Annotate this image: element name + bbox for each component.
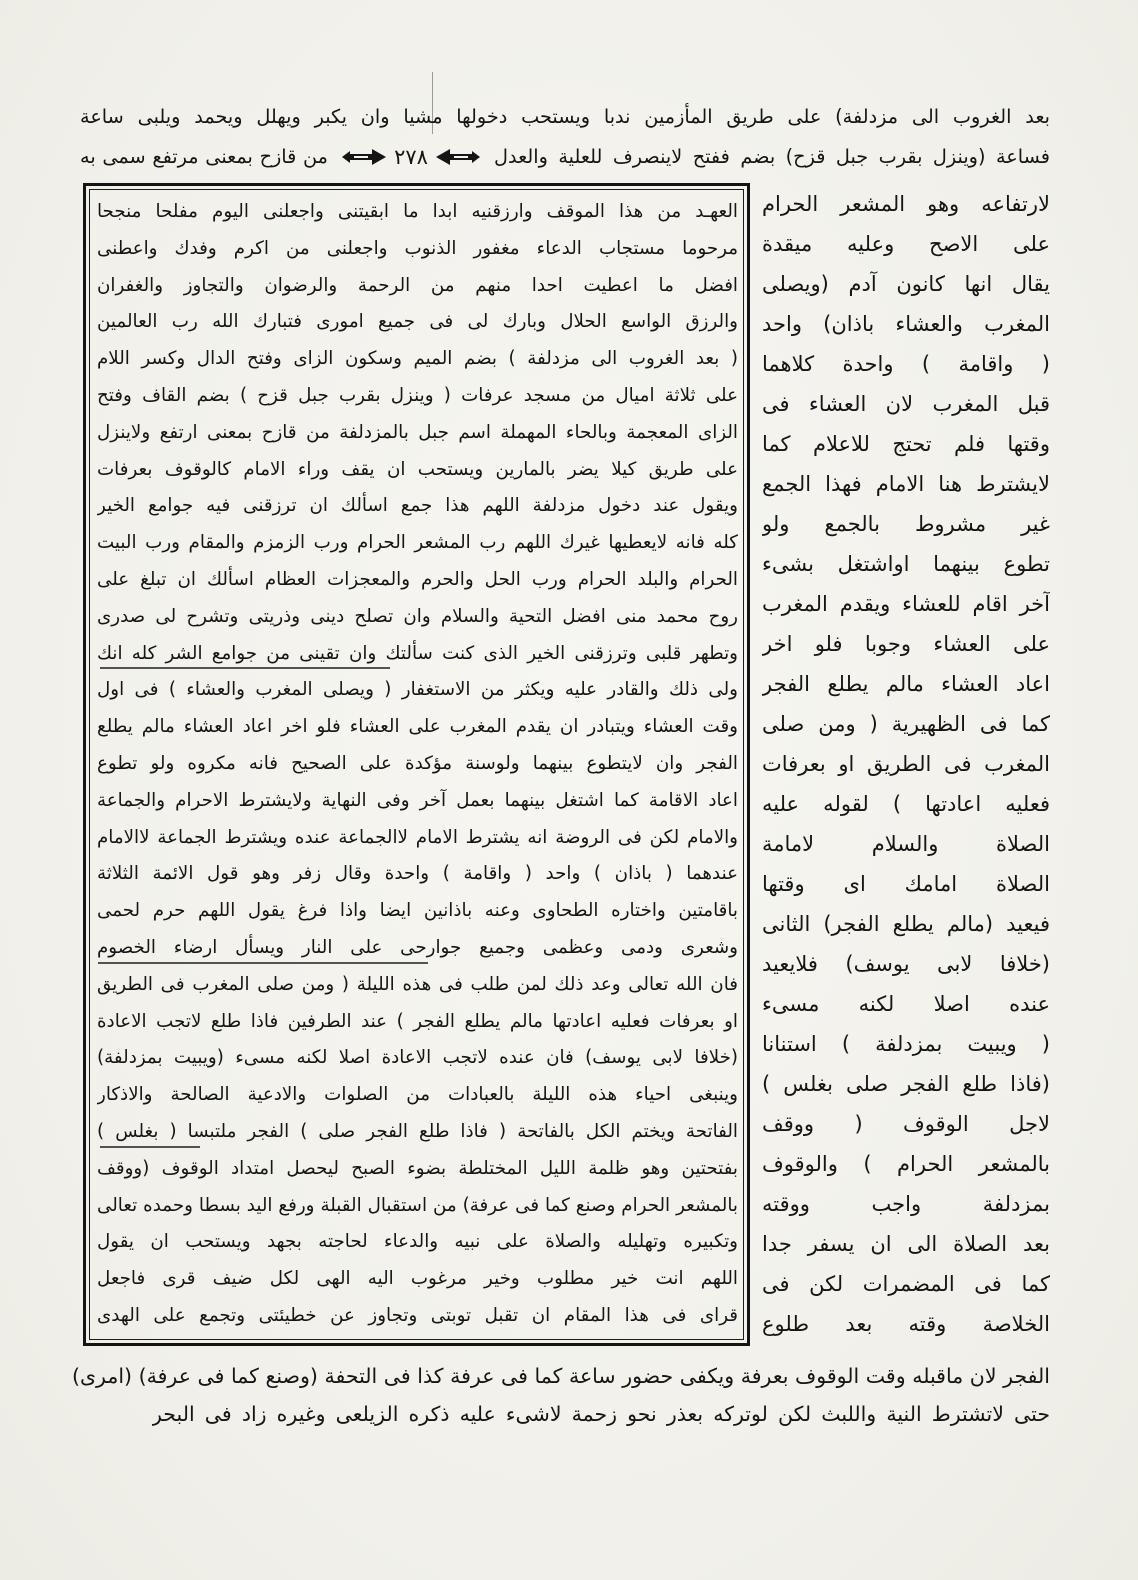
pen-underline — [100, 1146, 200, 1148]
main-text-line: على ثلاثة اميال من مسجد عرفات ( وينزل بقرب جبل قزح ) بضم القاف وفتح — [97, 384, 738, 406]
margin-text-line: على الاصح وعليه ميقدة — [762, 232, 1050, 256]
main-text-line: باقامتين واختاره الطحاوى وعنه باذانين ايضا واذا فرغ يقول اللهم حرم لحمى — [97, 900, 738, 922]
main-text-line: اعاد الاقامة كما اشتغل بينهما بعمل آخر وفى النهاية ولايشترط الاحرام والجماعة — [97, 789, 738, 811]
margin-text-line: بمزدلفة واجب ووقته — [762, 1192, 1050, 1216]
margin-text-line: لارتفاعه وهو المشعر الحرام — [762, 192, 1050, 216]
main-text-line: بفتحتين وهو ظلمة الليل المختلطة بضوء الصبح ليحصل امتداد الوقوف (ووقف — [97, 1157, 738, 1179]
margin-commentary-column — [762, 184, 1050, 1344]
running-text-line-bottom: حتى لاتشترط النية واللبث لكن لوتركه بعذر نحو زحمة لاشىء عليه ذكره الزيلعى وغيره زاد فى البحر — [152, 1402, 1050, 1426]
main-text-line: كله فانه لايعطيها غيرك اللهم رب المشعر الحرام ورب الزمزم والمقام ورب البيت — [97, 532, 738, 554]
ornament-right-icon — [436, 148, 480, 166]
main-text-line: والامام لكن فى الروضة انه يشترط الامام لاالجماعة عنده ويشترط الجماعة لاالامام — [97, 826, 738, 848]
page-number-group — [328, 137, 494, 177]
margin-text-line: بعد الصلاة الى ان يسفر جدا — [762, 1232, 1050, 1256]
main-text-line: على طريق كيلا يضر بالمارين ويستحب ان يقف وراء الامام كالوقوف بعرفات — [97, 458, 738, 480]
margin-text-line: (فاذا طلع الفجر صلى بغلس ) — [762, 1072, 1050, 1096]
margin-text-line: لاجل الوقوف ( ووقف — [762, 1112, 1050, 1136]
running-text-left: من قازح بمعنى مرتفع سمى به — [80, 145, 328, 168]
margin-text-line: كما فى المضمرات لكن فى — [762, 1272, 1050, 1296]
running-text-line-top: بعد الغروب الى مزدلفة) على طريق المأزمين ندبا ويستحب دخولها مشيا وان يكبر ويهلل ويحمد ويلبى ساعة — [80, 105, 1050, 128]
margin-text-line: المغرب فى الطريق او بعرفات — [762, 752, 1050, 776]
main-text-line: قراى فى هذا المقام ان تقبل توبتى وتجاوز عن خطيئتى وتجمع على الهدى — [97, 1304, 738, 1326]
margin-text-line: فعليه اعادتها ) لقوله عليه — [762, 792, 1050, 816]
main-text-line: الزاى المعجمة وبالحاء المهملة اسم جبل بالمزدلفة من قازح بمعنى ارتفع ولاينزل — [97, 421, 738, 443]
margin-text-line: قبل المغرب لان العشاء فى — [762, 392, 1050, 416]
margin-text-line: كما فى الظهيرية ( ومن صلى — [762, 712, 1050, 736]
main-text-line: وتكبيره وتهليله والصلاة على نبيه والدعاء لحاجته بجهد ويستحب ان يقول — [97, 1231, 738, 1253]
main-text-line: (خلافا لابى يوسف) فان عنده لاتجب الاعادة اصلا لكنه مسىء (ويبيت بمزدلفة) — [97, 1047, 738, 1069]
main-text-line: والرزق الواسع الحلال وبارك لى فى جميع امورى فتبارك الله رب العالمين — [97, 311, 738, 333]
margin-text-line: ( ويبيت بمزدلفة ) استنانا — [762, 1032, 1050, 1056]
margin-text-line: عنده اصلا لكنه مسىء — [762, 992, 1050, 1016]
margin-text-line: غير مشروط بالجمع ولو — [762, 512, 1050, 536]
running-text-right: فساعة (وينزل بقرب جبل قزح) بضم ففتح لاينصرف للعلية والعدل — [494, 145, 1050, 168]
running-header-line — [80, 137, 1050, 177]
margin-text-line: آخر اقام للعشاء ويقدم المغرب — [762, 592, 1050, 616]
margin-text-line: فيعيد (مالم يطلع الفجر) الثانى — [762, 912, 1050, 936]
margin-text-line: الصلاة امامك اى وقتها — [762, 872, 1050, 896]
page-number: ٢٧٨ — [394, 145, 428, 169]
main-text-line: وشعرى ودمى وعظمى وجميع جوارحى على النار ويسأل ارضاء الخصوم — [97, 936, 738, 958]
ornament-left-icon — [342, 148, 386, 166]
main-text-line: فان الله تعالى وعد ذلك لمن طلب فى هذه الليلة ( ومن صلى المغرب فى الطريق — [97, 973, 738, 995]
main-text-line: وتطهر قلبى وترزقنى الخير الذى كنت سألتك وان تقينى من جوامع الشر كله انك — [97, 642, 738, 664]
main-text-line: عندهما ( باذان ) واحد ( واقامة ) واحدة وقال زفر وهو قول الائمة الثلاثة — [97, 863, 738, 885]
main-text-block — [97, 194, 738, 1335]
margin-text-line: وقتها فلم تحتج للاعلام كما — [762, 432, 1050, 456]
running-text-line-bottom: الفجر لان ماقبله وقت الوقوف بعرفة ويكفى حضور ساعة كما فى عرفة كذا فى التحفة (وصنع كما فى عرفة) (امرى) — [72, 1364, 1050, 1388]
main-text-line: الفاتحة ويختم الكل بالفاتحة ( فاذا طلع الفجر صلى ) الفجر ملتبسا ( بغلس ) — [97, 1120, 738, 1142]
main-text-line: الحرام والبلد الحرام ورب الحل والحرم والمعجزات العظام اسألك ان تبلغ على — [97, 568, 738, 590]
main-text-line: او بعرفات فعليه اعادتها مالم يطلع الفجر ) عند الطرفين فاذا طلع لاتجب الاعادة — [97, 1010, 738, 1032]
main-text-line: ( بعد الغروب الى مزدلفة ) بضم الميم وسكون الزاى وفتح الدال وكسر اللام — [97, 348, 738, 370]
main-text-line: ولى ذلك والقادر عليه ويكثر من الاستغفار ( ويصلى المغرب والعشاء ) فى اول — [97, 679, 738, 701]
main-text-line: افضل ما اعطيت احدا منهم من الرحمة والرضوان والتجاوز والغفران — [97, 274, 738, 296]
main-text-line: مرحوما مستجاب الدعاء مغفور الذنوب واجعلنى من اكرم وفدك واعطنى — [97, 237, 738, 259]
main-text-line: وينبغى احياء هذه الليلة بالعبادات من الصلوات والادعية الصالحة والاذكار — [97, 1084, 738, 1106]
pen-underline — [100, 667, 390, 669]
main-text-line: اللهم انت خير مطلوب وخير مرغوب اليه الهى لكل ضيف قرى فاجعل — [97, 1268, 738, 1290]
margin-text-line: تطوع بينهما اواشتغل بشىء — [762, 552, 1050, 576]
main-text-line: ويقول عند دخول مزدلفة اللهم هذا جمع اسألك ان ترزقنى فيه جوامع الخير — [97, 495, 738, 517]
margin-text-line: الصلاة والسلام لامامة — [762, 832, 1050, 856]
margin-text-line: (خلافا لابى يوسف) فلايعيد — [762, 952, 1050, 976]
main-text-line: الفجر وان لايتطوع بينهما ولوسنة مؤكدة على الصحيح فانه مكروه ولو تطوع — [97, 752, 738, 774]
main-text-line: بالمشعر الحرام وصنع كما فى عرفة) من استقبال القبلة ورفع اليد بسطا وحمده تعالى — [97, 1194, 738, 1216]
main-text-line: روح محمد منى افضل التحية والسلام وان تصلح دينى وذريتى وتشرح لى صدرى — [97, 605, 738, 627]
margin-text-line: لايشترط هنا الامام فهذا الجمع — [762, 472, 1050, 496]
pen-underline — [98, 962, 428, 964]
margin-text-line: الخلاصة وقته بعد طلوع — [762, 1312, 1050, 1336]
main-text-line: وقت العشاء ويتبادر ان يقدم المغرب على العشاء فلو اخر اعاد العشاء مالم يطلع — [97, 716, 738, 738]
margin-text-line: على العشاء وجوبا فلو اخر — [762, 632, 1050, 656]
main-text-line: العهـد من هذا الموقف وارزقنيه ابدا ما ابقيتنى واجعلنى اليوم مفلحا منجحا — [97, 201, 738, 222]
margin-text-line: اعاد العشاء مالم يطلع الفجر — [762, 672, 1050, 696]
margin-text-line: بالمشعر الحرام ) والوقوف — [762, 1152, 1050, 1176]
margin-text-line: المغرب والعشاء باذان) واحد — [762, 312, 1050, 336]
margin-text-line: يقال انها كانون آدم (ويصلى — [762, 272, 1050, 296]
margin-text-line: ( واقامة ) واحدة كلاهما — [762, 352, 1050, 376]
